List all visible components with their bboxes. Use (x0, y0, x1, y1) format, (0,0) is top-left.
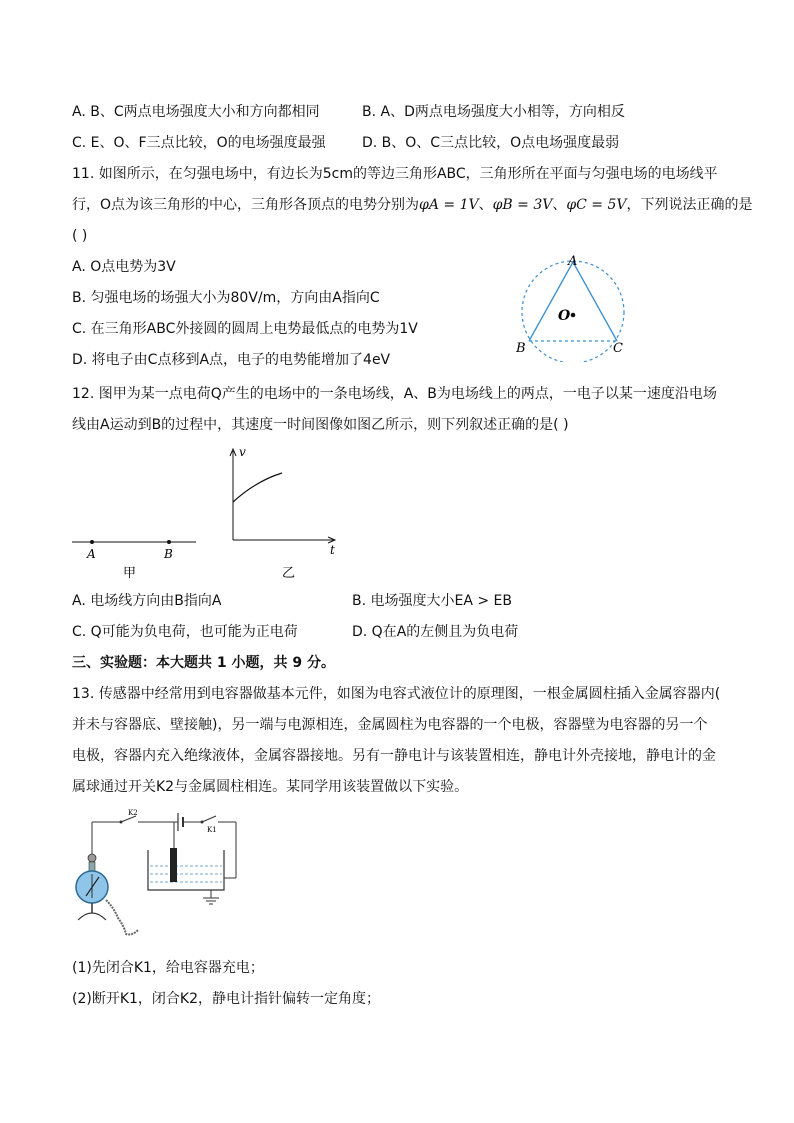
electrometer-base (78, 913, 106, 920)
q12-stem-line2: 线由A运动到B的过程中，其速度一时间图像如图乙所示，则下列叙述正确的是( ) (72, 417, 569, 433)
switch-k2-label: K2 (128, 809, 138, 817)
q12-option-a: A. 电场线方向由B指向A (72, 593, 222, 609)
q10-option-b: B. A、D两点电场强度大小相等，方向相反 (362, 104, 625, 120)
q11-option-d: D. 将电子由C点移到A点，电子的电势能增加了4eV (72, 352, 391, 368)
velocity-curve (233, 473, 282, 502)
vertex-label-a: A (568, 254, 578, 269)
q11-stem-line2-a: 行，O点为该三角形的中心，三角形各顶点的电势分别为 (72, 197, 420, 213)
q11-phi-c: φC = 5V (566, 197, 627, 213)
center-point-o (571, 313, 576, 318)
q13-stem-line3: 电极，容器内充入绝缘液体，金属容器接地。另有一静电计与该装置相连，静电计外壳接地，静电计的金 (72, 748, 716, 764)
vertex-label-c: C (613, 341, 623, 356)
q11-stem-line2-b: ，下列说法正确的是 (626, 197, 753, 213)
q11-option-b: B. 匀强电场的场强大小为80V/m，方向由A指向C (72, 290, 380, 306)
figure-caption-yi: 乙 (282, 566, 296, 581)
q12-field-line-figure (70, 528, 205, 584)
point-label-a: A (87, 547, 96, 561)
q13-step-2: (2)断开K1，闭合K2，静电计指针偏转一定角度； (72, 991, 381, 1007)
point-label-b: B (164, 547, 173, 561)
q12-option-d: D. Q在A的左侧且为负电荷 (352, 624, 519, 640)
triangle-side-ab (529, 262, 573, 341)
q11-phi-a: φA = 1V (419, 197, 479, 213)
q11-triangle-circle-figure (510, 252, 640, 362)
q12-velocity-time-graph (222, 443, 344, 583)
metal-cylinder (170, 848, 177, 882)
q13-stem-line4: 属球通过开关K2与金属圆柱相连。某同学用该装置做以下实验。 (72, 779, 469, 795)
q12-option-b: B. 电场强度大小EA > EB (352, 593, 513, 609)
center-label-o: O (558, 308, 571, 324)
q11-phi-b: φB = 3V (492, 197, 553, 213)
triangle-side-ac (573, 262, 617, 341)
q11-option-a: A. O点电势为3V (72, 259, 176, 275)
point-b (167, 540, 171, 544)
q12-option-c: C. Q可能为负电荷，也可能为正电荷 (72, 624, 298, 640)
switch-k1-blade (202, 816, 216, 822)
q13-step-1: (1)先闭合K1，给电容器充电； (72, 960, 264, 976)
metal-container (148, 850, 224, 890)
point-a (90, 540, 94, 544)
q10-option-a: A. B、C两点电场强度大小和方向都相同 (72, 104, 320, 120)
switch-k1-label: K1 (207, 826, 217, 834)
vertex-label-b: B (516, 341, 526, 356)
q11-option-c: C. 在三角形ABC外接圆的圆周上电势最低点的电势为1V (72, 321, 418, 337)
ground-wire-coil (106, 900, 138, 935)
circumcircle (522, 261, 624, 362)
t-axis-label: t (330, 543, 335, 557)
switch-k2-contact (120, 821, 123, 824)
v-axis-label: v (239, 445, 246, 459)
electrometer-ball (88, 854, 96, 862)
q12-stem-line1: 12. 图甲为某一点电荷Q产生的电场中的一条电场线，A、B为电场线上的两点，一电子以某一速度沿电场 (72, 386, 717, 402)
q11-answer-paren: ( ) (72, 228, 88, 244)
q11-stem-line2: 行，O点为该三角形的中心，三角形各顶点的电势分别为φA = 1V、φB = 3V、φC = 5V，下列说法正确的是 (72, 197, 753, 213)
q11-stem-line1: 11. 如图所示，在匀强电场中，有边长为5cm的等边三角形ABC，三角形所在平面与匀强电场的电场线平 (72, 166, 718, 182)
q13-stem-line2: 并未与容器底、壁接触)，另一端与电源相连，金属圆柱为电容器的一个电极，容器壁为电容器的另一个 (72, 717, 708, 733)
q10-option-d: D. B、O、C三点比较，O点电场强度最弱 (362, 135, 620, 151)
q13-capacitor-circuit-figure (66, 808, 246, 948)
q13-stem-line1: 13. 传感器中经常用到电容器做基本元件，如图为电容式液位计的原理图，一根金属圆柱插入金属容器内( (72, 686, 721, 702)
figure-caption-jia: 甲 (123, 566, 137, 581)
section-title-experiment: 三、实验题：本大题共 1 小题，共 9 分。 (72, 655, 335, 671)
switch-k1-contact (201, 821, 204, 824)
q10-option-c: C. E、O、F三点比较，O的电场强度最强 (72, 135, 326, 151)
